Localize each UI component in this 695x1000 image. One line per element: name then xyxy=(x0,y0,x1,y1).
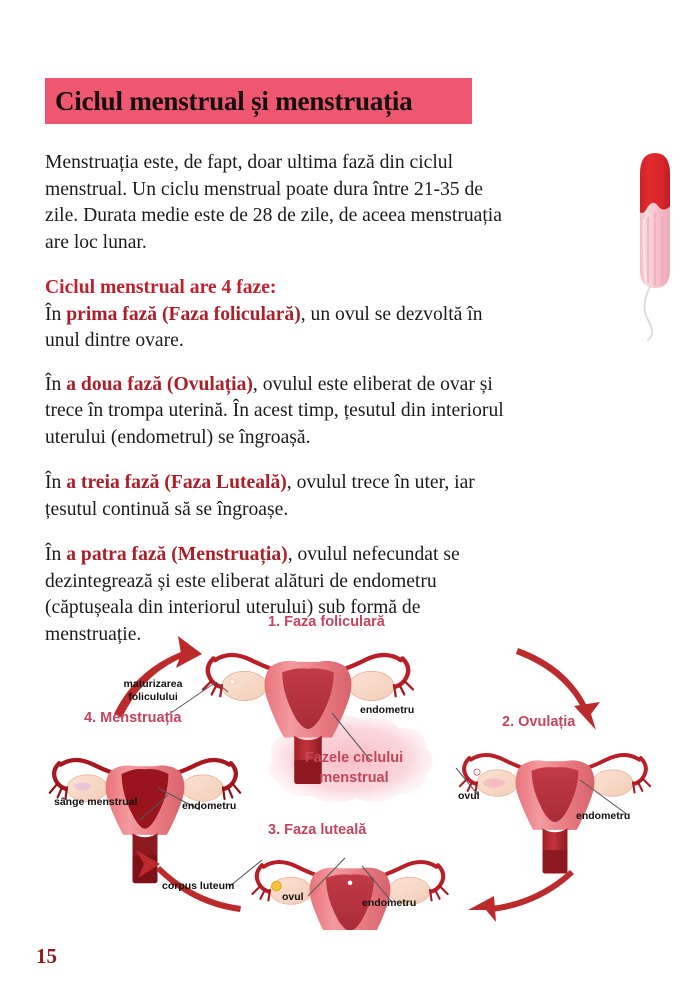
phase-2-label-ovum: ovul xyxy=(458,790,480,802)
paragraph-intro: Menstruația este, de fapt, doar ultima fază din ciclul menstrual. Un ciclu menstrual poate dura între 21-35 de zile. Durata medie este de 28 de zile, de aceea menstruația are loc lunar. xyxy=(45,152,502,253)
phase-3-rest: , ovulul trece în uter, iar țesutul continuă să se îngroașe. xyxy=(45,472,475,520)
phase-4-label-endometrium: endometru xyxy=(182,800,237,812)
tampon-icon xyxy=(634,148,688,343)
paragraph-phase-1 xyxy=(45,275,520,355)
phase-3-label-corpus-luteum: corpus luteum xyxy=(162,880,235,892)
phase-4-bold: a patra fază (Menstruația) xyxy=(66,544,288,565)
center-title-line-1: Fazele ciclului xyxy=(304,750,404,766)
phase-1-title: 1. Faza foliculară xyxy=(268,614,385,630)
paragraph-phase-3 xyxy=(45,470,520,523)
phase-1-label-endometrium: endometru xyxy=(360,704,415,716)
phase-4-rest: , ovulul nefecundat se dezintegrează și este eliberat alături de endometru (căptușeala din interiorul uterului) sub formă de menstruație. xyxy=(45,544,460,645)
phase-4-label-blood: sânge menstrual xyxy=(54,796,138,808)
phase-2-label-endometrium: endometru xyxy=(576,810,631,822)
phase-4-title: 4. Menstruația xyxy=(84,710,182,726)
phase-1-label-follicle xyxy=(98,678,208,704)
page-title-banner xyxy=(45,78,472,124)
follicle-line-1: maturizarea xyxy=(123,678,183,690)
phase-3-title: 3. Faza luteală xyxy=(268,822,367,838)
phase-3-label-endometrium: endometru xyxy=(362,897,417,909)
diagram-center-title xyxy=(278,748,430,788)
phase-4-prefix: În xyxy=(45,544,67,565)
phases-heading: Ciclul menstrual are 4 faze: xyxy=(45,277,277,298)
page-title: Ciclul menstrual și menstruația xyxy=(55,85,413,116)
phase-1-bold: prima fază (Faza foliculară) xyxy=(66,303,301,325)
phase-2-rest: , ovulul este eliberat de ovar și trece în trompa uterină. În acest timp, țesutul din interiorul uterului (endometrul) se îngroașă. xyxy=(45,373,504,448)
phase-3-label-ovum: ovul xyxy=(282,891,304,903)
page-number: 15 xyxy=(36,944,57,968)
phase-1-rest: , un ovul se dezvoltă în unul dintre ovare. xyxy=(45,303,483,351)
article-body xyxy=(45,150,520,667)
follicle-line-2: foliculului xyxy=(128,691,178,703)
phase-2-bold: a doua fază (Ovulația) xyxy=(66,373,253,395)
phase-2-prefix: În xyxy=(45,373,67,395)
phase-3-prefix: În xyxy=(45,472,67,493)
phase-2-title: 2. Ovulația xyxy=(502,714,576,730)
phase-3-bold: a treia fază (Faza Luteală) xyxy=(66,472,287,493)
phase-1-prefix: În xyxy=(45,303,67,325)
paragraph-phase-2 xyxy=(45,372,520,452)
menstrual-cycle-diagram xyxy=(40,610,680,930)
center-title-line-2: menstrual xyxy=(319,770,389,786)
